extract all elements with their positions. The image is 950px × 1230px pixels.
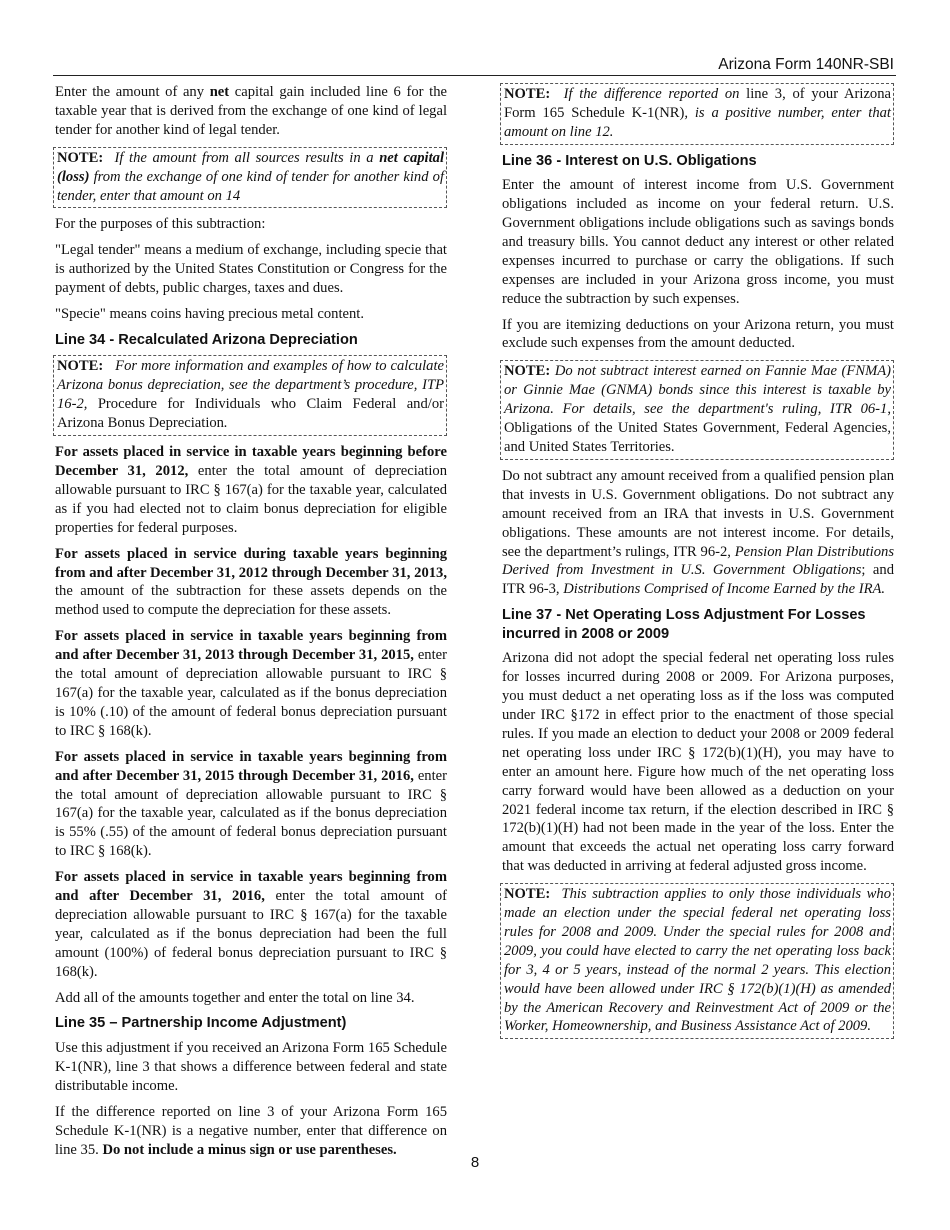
line-34-heading: Line 34 - Recalculated Arizona Depreciation	[55, 331, 358, 348]
add-all-text: Add all of the amounts together and enter the total on line 34.	[55, 989, 415, 1006]
page-number: 8	[470, 1154, 480, 1171]
line-36-paragraph-2: If you are itemizing deductions on your Arizona return, you must exclude such expenses from the amount deducted.	[502, 316, 894, 352]
paragraph-after-2016: For assets placed in service in taxable years beginning from and after December 31, 2016, enter the total amount of depreciation allowable pursuant to IRC § 167(a) for the taxable year, calculated as if the bonus depreciation had been the full amount (100%) of federal bonus depreciation pursuant to IRC § 168(k).	[55, 869, 447, 980]
line-36-paragraph-3: Do not subtract any amount received from a qualified pension plan that invests in U.S. Government obligations. Do not subtract any amount received from an IRA that invests in U.S. Government obligations. These amounts are not interest income. For details, see the department’s rulings, ITR 96-2, Pension Plan Distributions Derived from Investment in U.S. Government Obligations; and ITR 96-3, Distributions Comprised of Income Earned by the IRA.	[502, 467, 894, 598]
line-35-use-paragraph: Use this adjustment if you received an Arizona Form 165 Schedule K-1(NR), line 3 that shows a difference between federal and state distributable income.	[55, 1039, 447, 1094]
line-36-paragraph-1: Enter the amount of interest income from U.S. Government obligations included as income on your federal return. U.S. Government obligations include obligations such as savings bonds and treasury bills. You cannot deduct any interest or other related expenses incurred to purchase or carry the obligations. If such expenses are included in your Arizona gross income, you must reduce the subtraction by such expenses.	[502, 177, 894, 307]
line-37-paragraph: Arizona did not adopt the special federal net operating loss rules for losses incurred during 2008 or 2009. For Arizona purposes, you must deduct a net operating loss as if the loss was computed under IRC §172 in effect prior to the enactment of those special rules. If you made an election to deduct your 2008 or 2009 federal net operating loss under IRC § 172(b)(1)(H), you may have to enter an amount here. Figure how much of the net operating loss carry forward would have been allowed as a deduction on your 2021 federal income tax return, if the election described in IRC § 172(b)(1)(H) had not been made in the year of the loss. Enter the amount that exceeds the actual net operating loss carry forward that was deducted in arriving at federal adjusted gross income.	[502, 650, 894, 875]
left-column	[55, 83, 447, 1166]
note-positive-difference: NOTE: If the difference reported on line 3, of your Arizona Form 165 Schedule K-1(NR), is a positive number, enter that amount on line 12.	[500, 83, 894, 145]
line-35-heading: Line 35 – Partnership Income Adjustment)	[55, 1015, 347, 1032]
line-35-negative-paragraph: If the difference reported on line 3 of your Arizona Form 165 Schedule K-1(NR) is a negative number, enter that difference on line 35. Do not include a minus sign or use parentheses.	[55, 1103, 447, 1158]
note-fannie-ginnie: NOTE: Do not subtract interest earned on Fannie Mae (FNMA) or Ginnie Mae (GNMA) bonds since this interest is taxable by Arizona. For details, see the department's ruling, ITR 06-1, Obligations of the United States Government, Federal Agencies, and United States Territories.	[500, 360, 894, 460]
line-37-heading: Line 37 - Net Operating Loss Adjustment For Losses incurred in 2008 or 2009	[502, 607, 866, 642]
note-nol-election: NOTE: This subtraction applies to only those individuals who made an election under the special federal net operating loss rules for 2008 and 2009. Under the special rules for 2008 and 2009, you could have elected to carry the net operating loss back for 3, 4 or 5 years, instead of the normal 2 years. This election would have been allowed under IRC § 172(b)(1)(H) as amended by the American Recovery and Reinvestment Act of 2009 or the Worker, Homeownership, and Business Assistance Act of 2009.	[500, 883, 894, 1039]
line-36-heading: Line 36 - Interest on U.S. Obligations	[502, 152, 757, 169]
paragraph-2015-2016: For assets placed in service in taxable years beginning from and after December 31, 2015 through December 31, 2016, enter the total amount of depreciation allowable pursuant to IRC § 167(a) for the taxable year, calculated as if the bonus depreciation is 55% (.55) of the amount of federal bonus depreciation pursuant to IRC § 168(k).	[55, 748, 447, 860]
purposes-text: For the purposes of this subtraction:	[55, 216, 266, 233]
note-net-capital-loss: NOTE: If the amount from all sources results in a net capital (loss) from the exchange of one kind of tender for another kind of tender, enter that amount on 14	[53, 147, 447, 209]
specie-definition: "Specie" means coins having precious metal content.	[55, 306, 364, 323]
note-bonus-depreciation: NOTE: For more information and examples of how to calculate Arizona bonus depreciation, see the department’s procedure, ITP 16-2, Procedure for Individuals who Claim Federal and/or Arizona Bonus Depreciation.	[53, 355, 447, 436]
form-title: Arizona Form 140NR-SBI	[718, 56, 894, 73]
paragraph-2012-2013: For assets placed in service during taxable years beginning from and after December 31, 2012 through December 31, 2013, the amount of the subtraction for these assets depends on the method used to compute the depreciation for these assets.	[55, 545, 447, 619]
intro-paragraph: Enter the amount of any net capital gain included line 6 for the taxable year that is derived from the exchange of one kind of legal tender for another kind of legal tender.	[55, 84, 447, 138]
paragraph-before-2012: For assets placed in service in taxable years beginning before December 31, 2012, enter the total amount of depreciation allowable pursuant to IRC § 167(a) for the taxable year, calculated as if you had elected not to claim bonus depreciation for eligible properties for federal purposes.	[55, 444, 447, 536]
legal-tender-definition: "Legal tender" means a medium of exchange, including specie that is authorized by the United States Constitution or Congress for the payment of debts, public charges, taxes and dues.	[55, 242, 447, 297]
right-column	[502, 83, 894, 1046]
paragraph-2013-2015: For assets placed in service in taxable years beginning from and after December 31, 2013 through December 31, 2015, enter the total amount of depreciation allowable pursuant to IRC § 167(a) for the taxable year, calculated as if the bonus depreciation is 10% (.10) of the amount of federal bonus depreciation pursuant to IRC § 168(k).	[55, 628, 447, 739]
header-rule	[53, 75, 896, 76]
